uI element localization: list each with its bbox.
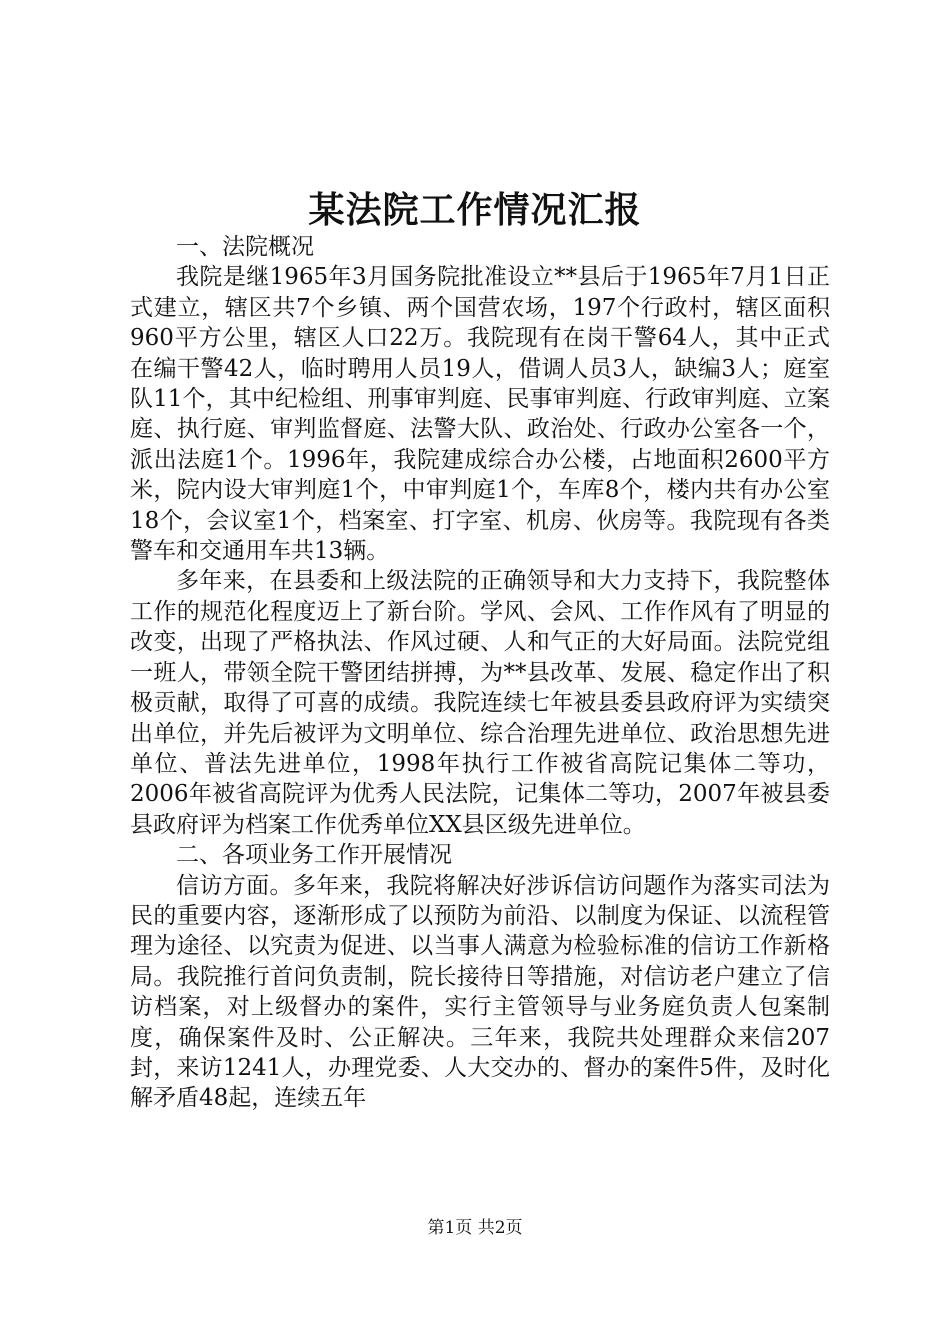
section-heading-overview: 一、法院概况 [176, 234, 314, 260]
document-title: 某法院工作情况汇报 [308, 189, 642, 231]
document-body [130, 232, 830, 1114]
paragraph-court-profile: 我院是继1965年3月国务院批准设立**县后于1965年7月1日正式建立，辖区共7个乡镇、两个国营农场，197个行政村，辖区面积960平方公里，辖区人口22万。我院现有在岗干警64人，其中正式在编干警42人，临时聘用人员19人，借调人员3人，缺编3人；庭室队11个，其中纪检组、刑事审判庭、民事审判庭、行政审判庭、立案庭、执行庭、审判监督庭、法警大队、政治处、行政办公室各一个，派出法庭1个。1996年，我院建成综合办公楼，占地面积2600平方米，院内设大审判庭1个，中审判庭1个，车库8个，楼内共有办公室18个，会议室1个，档案室、打字室、机房、伙房等。我院现有各类警车和交通用车共13辆。 [130, 264, 830, 565]
paragraph-achievements: 多年来，在县委和上级法院的正确领导和大力支持下，我院整体工作的规范化程度迈上了新台阶。学风、会风、工作作风有了明显的改变，出现了严格执法、作风过硬、人和气正的大好局面。法院党组一班人，带领全院干警团结拼搏，为**县改革、发展、稳定作出了积极贡献，取得了可喜的成绩。我院连续七年被县委县政府评为实绩突出单位，并先后被评为文明单位、综合治理先进单位、政治思想先进单位、普法先进单位，1998年执行工作被省高院记集体二等功，2006年被省高院评为优秀人民法院，记集体二等功，2007年被县委县政府评为档案工作优秀单位XX县区级先进单位。 [130, 568, 830, 838]
page-footer: 第1页 共2页 [427, 1218, 523, 1238]
section-heading-business: 二、各项业务工作开展情况 [176, 842, 452, 869]
paragraph-petitions: 信访方面。多年来，我院将解决好涉诉信访问题作为落实司法为民的重要内容，逐渐形成了以预防为前沿、以制度为保证、以流程管理为途径、以究责为促进、以当事人满意为检验标准的信访工作新格局。我院推行首问负责制，院长接待日等措施，对信访老户建立了信访档案，对上级督办的案件，实行主管领导与业务庭负责人包案制度，确保案件及时、公正解决。三年来，我院共处理群众来信207封，来访1241人，办理党委、人大交办的、督办的案件5件，及时化解矛盾48起，连续五年 [130, 872, 830, 1112]
